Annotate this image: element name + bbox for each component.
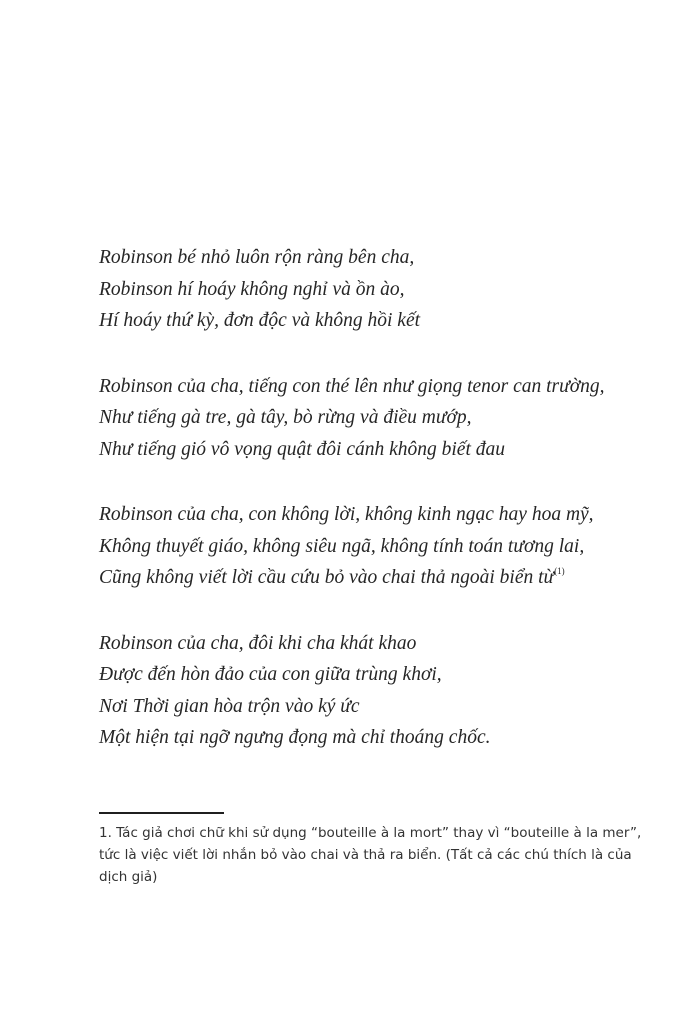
poem-line: Một hiện tại ngỡ ngưng đọng mà chỉ thoáng chốc. [99, 727, 491, 748]
footnote-line: tức là việc viết lời nhắn bỏ vào chai và thả ra biển. (Tất cả các chú thích là của [99, 847, 632, 863]
footnote-line: 1. Tác giả chơi chữ khi sử dụng “bouteille à la mort” thay vì “bouteille à la mer”, [99, 825, 642, 841]
poem-line: Robinson của cha, tiếng con thé lên như giọng tenor can trường, [99, 375, 605, 397]
stanza-1 [99, 242, 679, 337]
poem-line: Robinson bé nhỏ luôn rộn ràng bên cha, [99, 247, 415, 268]
poem-line: Như tiếng gà tre, gà tây, bò rừng và điều mướp, [99, 407, 472, 428]
poem-line-text: Cũng không viết lời cầu cứu bỏ vào chai thả ngoài biển từ [99, 567, 555, 588]
poem-line: Như tiếng gió vô vọng quật đôi cánh không biết đau [99, 438, 505, 460]
stanza-4 [99, 628, 679, 754]
poem-line-with-footnote [99, 562, 679, 594]
stanza-2 [99, 371, 679, 466]
poem-line: Robinson hí hoáy không nghỉ và ồn ào, [99, 278, 405, 300]
stanza-3 [99, 499, 679, 594]
poem-line: Robinson của cha, đôi khi cha khát khao [99, 632, 417, 654]
poem-line: Không thuyết giáo, không siêu ngã, không tính toán tương lai, [99, 535, 585, 557]
footnote-reference: (1) [554, 566, 565, 576]
footnote-line: dịch giả) [99, 869, 158, 885]
footnote [99, 822, 642, 888]
poem-line: Robinson của cha, con không lời, không kinh ngạc hay hoa mỹ, [99, 504, 594, 525]
footnote-divider [99, 812, 224, 814]
poem-line: Hí hoáy thứ kỳ, đơn độc và không hồi kết [99, 310, 421, 331]
poem-line: Nơi Thời gian hòa trộn vào ký ức [99, 695, 360, 717]
poem-line: Được đến hòn đảo của con giữa trùng khơi, [99, 664, 442, 685]
poem [99, 242, 679, 788]
